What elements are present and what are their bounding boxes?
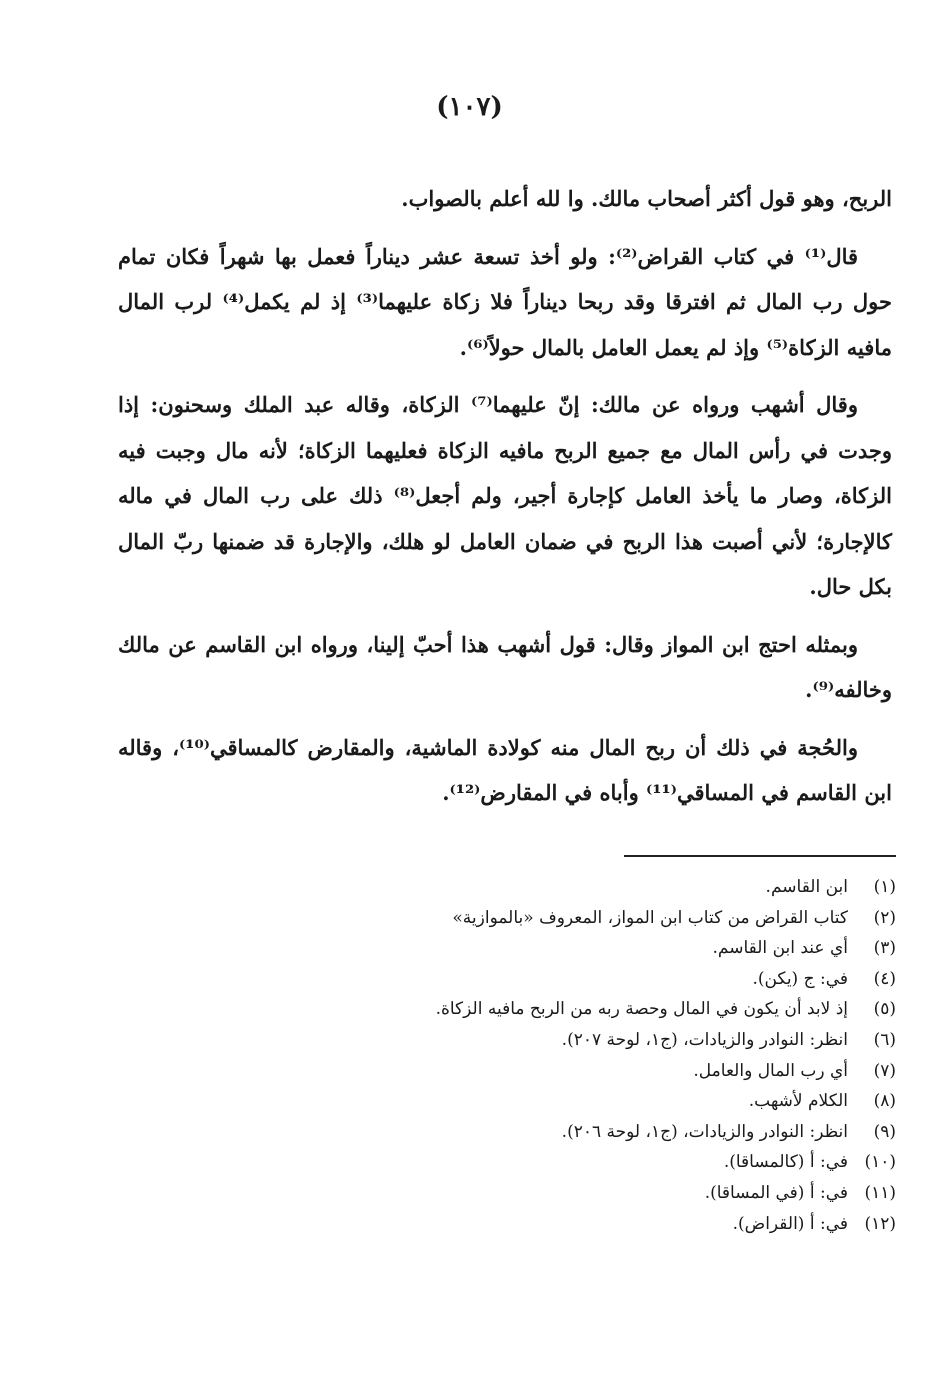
footnote <box>200 872 896 903</box>
footnote-number: (١) <box>873 877 896 897</box>
footnote-number: (٢) <box>873 907 896 928</box>
footnote-number: (٧) <box>873 1060 896 1081</box>
footnote-text: الكلام لأشهب. <box>748 1091 848 1112</box>
footnote-text: في: أ (في المساقا). <box>704 1182 848 1203</box>
paragraph: وبمثله احتج ابن المواز وقال: قول أشهب هذا أحبّ إلينا، ورواه ابن القاسم عن مالك وخالفه⁽⁹⁾. <box>118 631 892 702</box>
footnote-number: (١٠) <box>864 1152 896 1173</box>
footnote-text: في: ج (يكن). <box>752 968 848 989</box>
footnote <box>200 964 896 995</box>
paragraph: وقال أشهب ورواه عن مالك: إنّ عليهما⁽⁷⁾ الزكاة، وقاله عبد الملك وسحنون: إذا وجدت في رأس المال مع جميع الربح مافيه الزكاة فعليهما الزكاة؛ لأنه مال وجبت فيه الزكاة، وصار ما يأخذ العامل كإجارة أجير، ولم أجعل⁽⁸⁾ ذلك على رب المال في ماله كالإجارة؛ لأني أصبت هذا الربح في ضمان العامل لو هلك، والإجارة قد ضمنها ربّ المال بكل حال. <box>118 392 893 599</box>
footnote <box>200 1147 896 1178</box>
footnote-number: (٤) <box>873 968 896 989</box>
footnote <box>200 1086 896 1117</box>
footnote <box>200 994 896 1025</box>
footnote <box>200 1178 896 1209</box>
footnote <box>200 1025 896 1056</box>
footnote <box>200 1209 896 1240</box>
footnote-text: انظر: النوادر والزيادات، (ج١، لوحة ٢٠٧). <box>561 1029 848 1050</box>
footnote-number: (١١) <box>864 1182 896 1203</box>
paragraph: الربح، وهو قول أكثر أصحاب مالك. وا لله أعلم بالصواب. <box>401 186 892 211</box>
footnote-number: (٩) <box>873 1121 896 1142</box>
footnote-number: (٦) <box>873 1029 896 1050</box>
footnote <box>200 903 896 934</box>
footnote-text: أي عند ابن القاسم. <box>712 938 848 959</box>
paragraph: قال⁽¹⁾ في كتاب القراض⁽²⁾: ولو أخذ تسعة عشر ديناراً فعمل بها شهراً فكان تمام حول رب المال ثم افترقا وقد ربحا ديناراً فلا زكاة عليهما⁽³⁾ إذ لم يكمل⁽⁴⁾ لرب المال مافيه الزكاة⁽⁵⁾ وإذ لم يعمل العامل بالمال حولاً⁽⁶⁾. <box>118 243 892 360</box>
footnotes-list <box>200 872 896 1239</box>
footnote-text: في: أ (القراض). <box>732 1213 848 1234</box>
footnote-text: في: أ (كالمساقا). <box>723 1152 848 1173</box>
footnote-text: أي رب المال والعامل. <box>693 1060 848 1081</box>
footnote-number: (٣) <box>873 938 896 959</box>
main-text <box>118 176 892 828</box>
footnote-text: إذ لابد أن يكون في المال وحصة ربه من الربح مافيه الزكاة. <box>435 999 848 1020</box>
footnote-text: انظر: النوادر والزيادات، (ج١، لوحة ٢٠٦). <box>561 1121 848 1142</box>
footnote <box>200 1117 896 1148</box>
footnote-divider <box>624 855 896 857</box>
paragraph: والحُجة في ذلك أن ربح المال منه كولادة الماشية، والمقارض كالمساقي⁽¹⁰⁾، وقاله ابن القاسم في المساقي⁽¹¹⁾ وأباه في المقارض⁽¹²⁾. <box>118 734 892 805</box>
footnote-number: (٥) <box>873 999 896 1020</box>
footnote <box>200 1056 896 1087</box>
footnote-number: (١٢) <box>864 1213 896 1234</box>
footnote-text: ابن القاسم. <box>765 877 848 897</box>
footnote-number: (٨) <box>873 1091 896 1112</box>
footnote-text: كتاب القراض من كتاب ابن المواز، المعروف «بالموازية» <box>452 907 848 928</box>
footnote <box>200 933 896 964</box>
page-number: (١٠٧) <box>436 92 503 122</box>
